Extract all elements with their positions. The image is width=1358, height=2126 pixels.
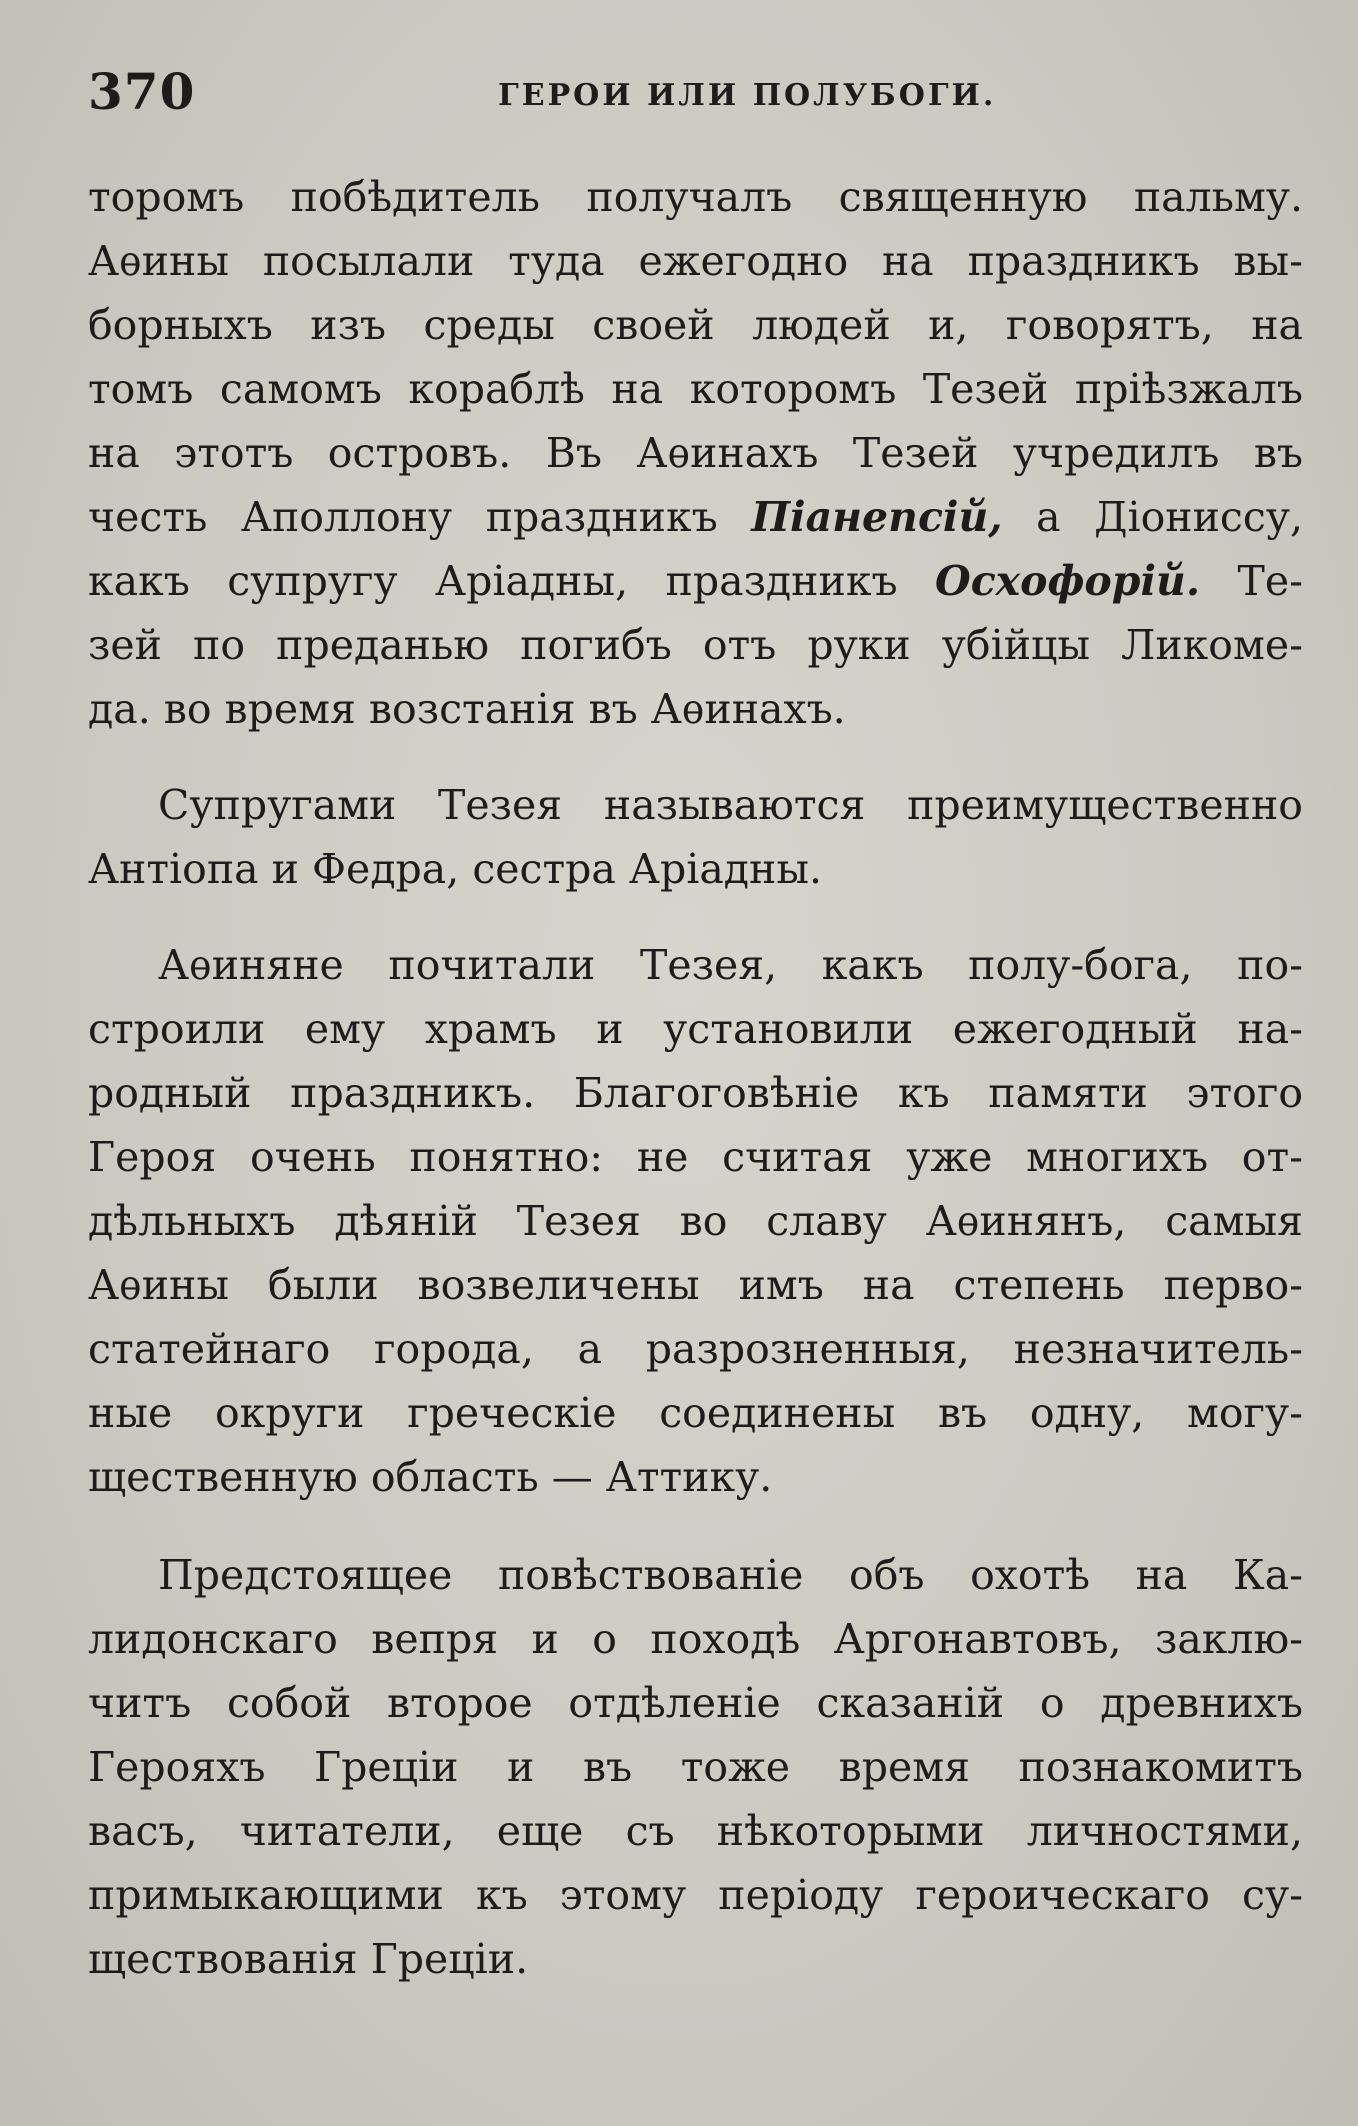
text-segment: Те-	[1200, 557, 1304, 605]
body-text	[88, 165, 1303, 1991]
text-line: торомъ побѣдитель получалъ священную пальму.	[88, 173, 1303, 221]
text-line: Герояхъ Греціи и въ тоже время познакомитъ	[88, 1743, 1303, 1791]
text-line: да. во время возстанія въ Аѳинахъ.	[88, 685, 846, 733]
text-segment: какъ супругу Аріадны, праздникъ	[88, 557, 935, 605]
text-line: томъ самомъ кораблѣ на которомъ Тезей пріѣзжалъ	[88, 365, 1303, 413]
text-line: Героя очень понятно: не считая уже многихъ от-	[88, 1133, 1303, 1181]
paragraph-3	[88, 933, 1303, 1509]
text-line: ные округи греческіе соединены въ одну, могу-	[88, 1389, 1303, 1437]
text-line: Аѳины были возвеличены имъ на степень перво-	[88, 1261, 1303, 1309]
text-line: васъ, читатели, еще съ нѣкоторыми личностями,	[88, 1807, 1303, 1855]
text-line: родный праздникъ. Благоговѣніе къ памяти этого	[88, 1069, 1303, 1117]
text-line: зей по преданью погибъ отъ руки убійцы Ликоме-	[88, 621, 1303, 669]
text-line: Предстоящее повѣствованіе объ охотѣ на Ка-	[158, 1551, 1303, 1599]
text-segment: честь Аполлону праздникъ	[88, 493, 752, 541]
text-line: щественную область — Аттику.	[88, 1453, 773, 1501]
text-line: примыкающими къ этому періоду героическаго су-	[88, 1871, 1303, 1919]
text-line: строили ему храмъ и установили ежегодный на-	[88, 1005, 1303, 1053]
paragraph-gap	[88, 901, 1303, 933]
text-line: борныхъ изъ среды своей людей и, говорятъ, на	[88, 301, 1303, 349]
page-header	[88, 62, 1303, 122]
text-line	[88, 485, 1303, 549]
text-line	[88, 549, 1303, 613]
text-line: статейнаго города, а разрозненныя, незначитель-	[88, 1325, 1303, 1373]
paragraph-gap	[88, 1509, 1303, 1543]
festival-term-pianepsii: Піанепсій,	[751, 493, 1003, 541]
paragraph-gap	[88, 741, 1303, 773]
text-line: ществованія Греціи.	[88, 1935, 529, 1983]
text-segment: а Діониссу,	[1002, 493, 1303, 541]
paragraph-2	[88, 773, 1303, 901]
running-title: ГЕРОИ ИЛИ ПОЛУБОГИ.	[498, 78, 997, 113]
text-line: читъ собой второе отдѣленіе сказаній о древнихъ	[88, 1679, 1303, 1727]
text-line: Антіопа и Федра, сестра Аріадны.	[88, 845, 822, 893]
text-line: Аѳиняне почитали Тезея, какъ полу-бога, по-	[158, 941, 1303, 989]
paragraph-4	[88, 1543, 1303, 1991]
festival-term-oskhoforii: Осхофорій.	[934, 557, 1201, 605]
text-line: лидонскаго вепря и о походѣ Аргонавтовъ, заклю-	[88, 1615, 1303, 1663]
text-line: дѣльныхъ дѣяній Тезея во славу Аѳинянъ, самыя	[88, 1197, 1303, 1245]
text-line: Аѳины посылали туда ежегодно на праздникъ вы-	[88, 237, 1303, 285]
page-number: 370	[88, 62, 196, 121]
text-line: Супругами Тезея называются преимущественно	[158, 781, 1303, 829]
paragraph-1	[88, 165, 1303, 741]
text-line: на этотъ островъ. Въ Аѳинахъ Тезей учредилъ въ	[88, 429, 1303, 477]
